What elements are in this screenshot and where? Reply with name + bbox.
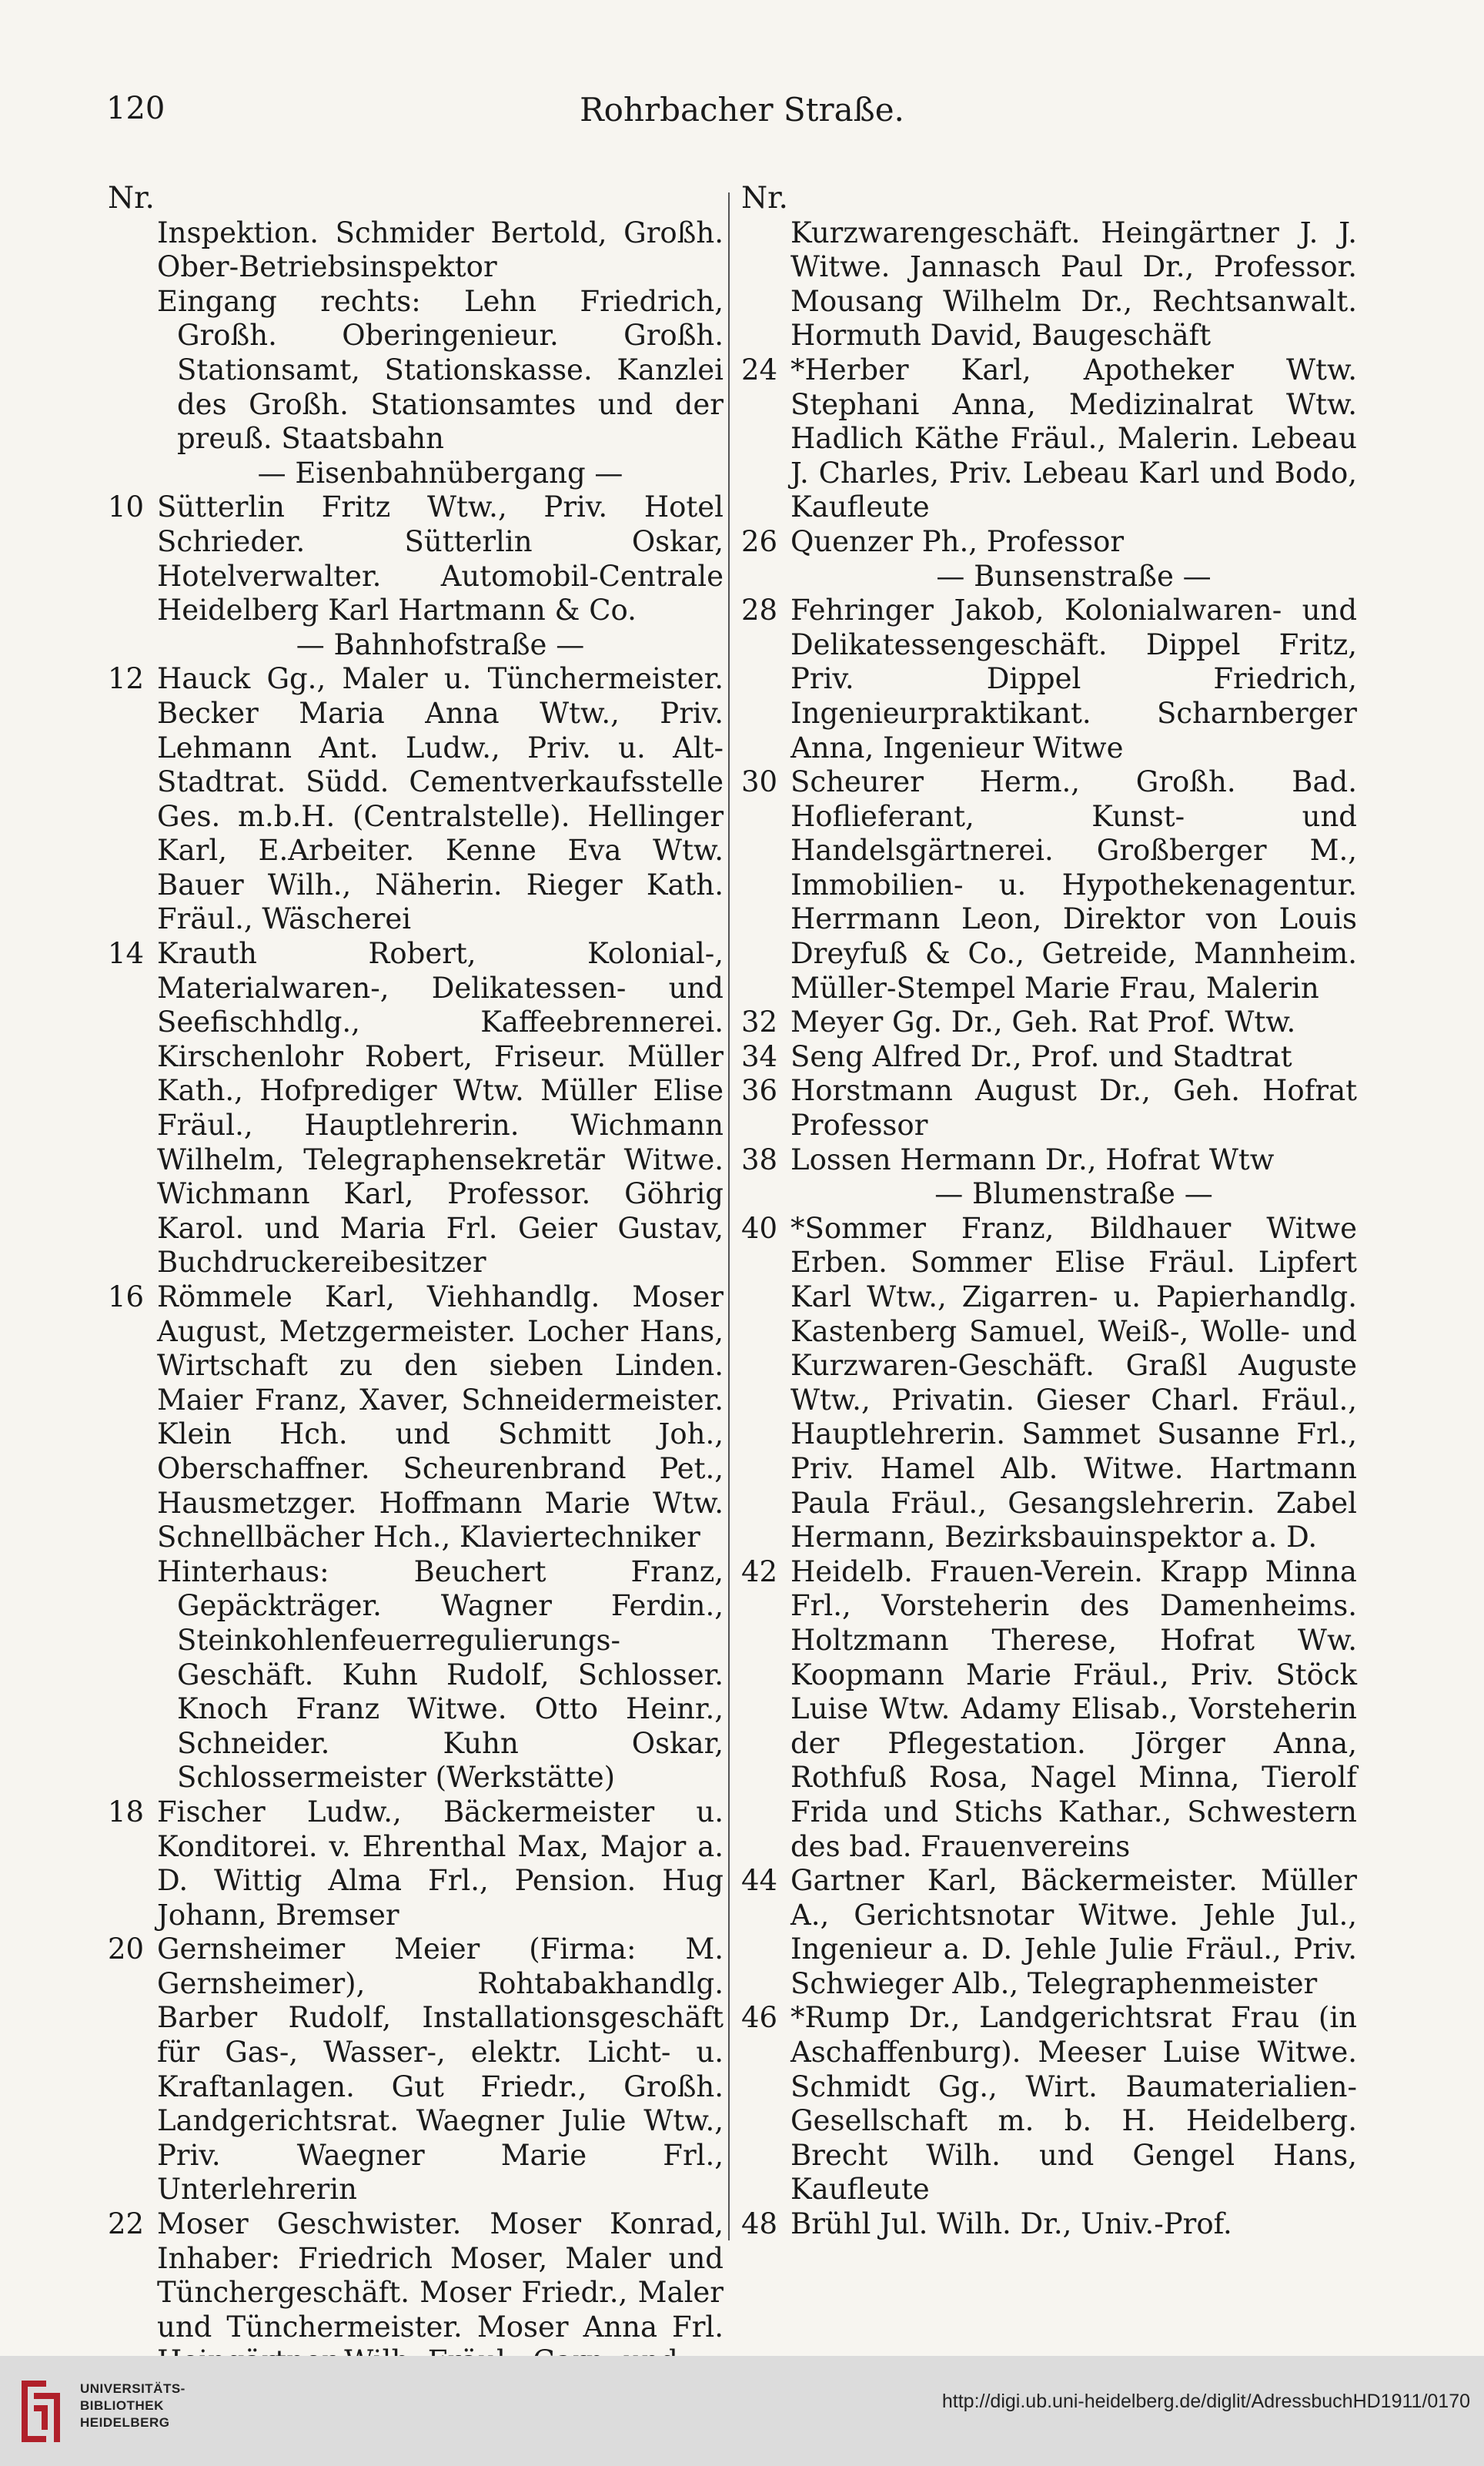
- street-separator: — Eisenbahnübergang —: [257, 456, 623, 490]
- entry-text: Römmele Karl, Viehhandlg. Moser August, Metzgermeister. Locher Hans, Wirtschaft zu den sieben Linden. Maier Franz, Xaver, Schneidermeister. Klein Hch. und Schmitt Joh., Oberschaffner. Scheurenbrand Pet., Hausmetzger. Hoffmann Marie Wtw. Schnellbächer Hch., Klaviertechniker: [157, 1280, 724, 1554]
- house-number: 24: [741, 353, 778, 386]
- entry-text: Hauck Gg., Maler u. Tünchermeister. Becker Maria Anna Wtw., Priv. Lehmann Ant. Ludw., Priv. u. Alt-Stadtrat. Südd. Cementverkaufsstelle Ges. m.b.H. (Centralstelle). Hellinger Karl, E.Arbeiter. Kenne Eva Wtw. Bauer Wilh., Näherin. Rieger Kath. Fräul., Wäscherei: [157, 662, 724, 936]
- continued-entry: Inspektion. Schmider Bertold, Großh. Ober-Betriebsinspektor: [157, 216, 724, 284]
- house-number: 10: [108, 490, 145, 524]
- entry-text: Quenzer Ph., Professor: [790, 524, 1125, 558]
- house-entry: [741, 1212, 1357, 1555]
- entry-text: Fischer Ludw., Bäckermeister u. Konditorei. v. Ehrenthal Max, Major a. D. Wittig Alma Frl., Pension. Hug Johann, Bremser: [157, 1795, 724, 1932]
- library-name[interactable]: UNIVERSITÄTS- BIBLIOTHEK HEIDELBERG: [80, 2381, 186, 2430]
- sub-entry: Hinterhaus: Beuchert Franz, Gepäckträger. Wagner Ferdin., Steinkohlenfeuerregulierungs-Geschäft. Kuhn Rudolf, Schlosser. Knoch Franz Witwe. Otto Heinr., Schneider. Kuhn Oskar, Schlossermeister (Werkstätte): [157, 1554, 724, 1795]
- house-number: 32: [741, 1005, 778, 1039]
- house-entry: [741, 1040, 1357, 1075]
- page-title: Rohrbacher Straße.: [580, 91, 904, 129]
- entry-text: *Sommer Franz, Bildhauer Witwe Erben. Sommer Elise Fräul. Lipfert Karl Wtw., Zigarren- u. Papierhandlg. Kastenberg Samuel, Weiß-, Wolle- und Kurzwaren-Geschäft. Graßl Auguste Wtw., Privatin. Gieser Charl. Fräul., Hauptlehrerin. Sammet Susanne Frl., Priv. Hamel Alb. Witwe. Hartmann Paula Fräul., Gesangslehrerin. Zabel Hermann, Bezirksbauinspektor a. D.: [790, 1211, 1357, 1554]
- continued-entry: Kurzwarengeschäft. Heingärtner J. J. Witwe. Jannasch Paul Dr., Professor. Mousang Wilhelm Dr., Rechtsanwalt. Hormuth David, Baugeschäft: [790, 216, 1357, 353]
- entry-text: Sütterlin Fritz Wtw., Priv. Hotel Schrieder. Sütterlin Oskar, Hotelverwalter. Automobil-Centrale Heidelberg Karl Hartmann & Co.: [157, 490, 724, 627]
- house-number: 28: [741, 594, 778, 627]
- house-entry: [108, 490, 724, 627]
- house-number: 44: [741, 1864, 778, 1898]
- house-number: 16: [108, 1280, 145, 1313]
- house-entry: [741, 765, 1357, 1005]
- house-entry: [741, 1005, 1357, 1040]
- entry-text: Gernsheimer Meier (Firma: M. Gernsheimer), Rohtabakhandlg. Barber Rudolf, Installationsgeschäft für Gas-, Wasser-, elektr. Licht- u. Kraftanlagen. Gut Friedr., Großh. Landgerichtsrat. Waegner Julie Wtw., Priv. Waegner Marie Frl., Unterlehrerin: [157, 1932, 724, 2207]
- entry-text: Meyer Gg. Dr., Geh. Rat Prof. Wtw.: [790, 1005, 1296, 1039]
- house-entry: [108, 2207, 724, 2379]
- house-number: 34: [741, 1039, 778, 1073]
- right-column: [741, 182, 1357, 2242]
- house-entry: [108, 937, 724, 1280]
- entry-text: Moser Geschwister. Moser Konrad, Inhaber: Friedrich Moser, Maler und Tünchergeschäft. Moser Friedr., Maler und Tünchermeister. Moser Anna Frl.: [157, 2207, 724, 2344]
- column-divider: [728, 192, 730, 2240]
- house-number: 48: [741, 2207, 778, 2241]
- left-column: [108, 182, 724, 2379]
- entry-text: Krauth Robert, Kolonial-, Materialwaren-, Delikatessen- und Seefischhdlg., Kaffeebrennerei. Kirschenlohr Robert, Friseur. Müller Kath., Hofprediger Wtw. Müller Elise Fräul., Hauptlehrerin. Wichmann Wilhelm, Telegraphensekretär Witwe. Wichmann Karl, Professor. Göhrig Karol. und Maria Frl. Geier Gustav, Buchdruckereibesitzer: [157, 937, 724, 1280]
- entry-text: Horstmann August Dr., Geh. Hofrat Professor: [790, 1074, 1357, 1143]
- house-entry: [108, 1795, 724, 1932]
- source-url[interactable]: http://digi.ub.uni-heidelberg.de/diglit/AdressbuchHD1911/0170: [941, 2391, 1470, 2412]
- entry-text: Scheurer Herm., Großh. Bad. Hoflieferant, Kunst- und Handelsgärtnerei. Großberger M., Immobilien- u. Hypothekenagentur. Herrmann Leon, Direktor von Louis Dreyfuß & Co., Getreide, Mannheim. Müller-Stempel Marie Frau, Malerin: [790, 765, 1357, 1005]
- entry-text: *Herber Karl, Apotheker Wtw. Stephani Anna, Medizinalrat Wtw. Hadlich Käthe Fräul., Malerin. Lebeau J. Charles, Priv. Lebeau Karl und Bodo, Kaufleute: [790, 353, 1357, 524]
- entry-text: Gartner Karl, Bäckermeister. Müller A., Gerichtsnotar Witwe. Jehle Jul., Ingenieur a. D. Jehle Julie Fräul., Priv. Schwieger Alb., Telegraphenmeister: [790, 1864, 1357, 2000]
- house-entry: [108, 1280, 724, 1555]
- page-number: 120: [106, 91, 165, 126]
- house-number: 36: [741, 1074, 778, 1108]
- entry-text: Seng Alfred Dr., Prof. und Stadtrat: [790, 1039, 1292, 1073]
- entry-text: Fehringer Jakob, Kolonialwaren- und Delikatessengeschäft. Dippel Fritz, Priv. Dippel Friedrich, Ingenieurpraktikant. Scharnberger Anna, Ingenieur Witwe: [790, 594, 1357, 765]
- house-number: 30: [741, 765, 778, 799]
- house-number: 40: [741, 1211, 778, 1245]
- right-nr-label: Nr.: [741, 181, 788, 216]
- house-entry: [741, 353, 1357, 525]
- house-number: 14: [108, 937, 145, 971]
- entry-text: *Rump Dr., Landgerichtsrat Frau (in Aschaffenburg). Meeser Luise Witwe. Schmidt Gg., Wirt. Baumaterialien-Gesellschaft m. b. H. Heidelberg. Brecht Wilh. und Gengel Hans, Kaufleute: [790, 2001, 1357, 2207]
- house-entry: [741, 1555, 1357, 1864]
- house-number: 22: [108, 2207, 145, 2241]
- house-entry: [741, 2207, 1357, 2242]
- ub-heidelberg-logo-icon[interactable]: [15, 2373, 69, 2450]
- sub-entry: Eingang rechts: Lehn Friedrich, Großh. Oberingenieur. Großh. Stationsamt, Stationskasse. Kanzlei des Großh. Stationsamtes und der preuß. Staatsbahn: [157, 284, 724, 456]
- house-number: 26: [741, 524, 778, 558]
- street-separator: — Bahnhofstraße —: [296, 627, 585, 661]
- entry-text: Heidelb. Frauen-Verein. Krapp Minna Frl., Vorsteherin des Damenheims. Holtzmann Therese, Hofrat Ww. Koopmann Marie Fräul., Priv. Stöck Luise Wtw. Adamy Elisab., Vorsteherin der Pflegestation. Jörger Anna, Rothfuß Rosa, Nagel Minna, Tierolf Frida und Stichs Kathar., Schwestern des bad. Frauenvereins: [790, 1554, 1357, 1863]
- house-entry: [108, 662, 724, 937]
- house-number: 18: [108, 1795, 145, 1829]
- house-entry: [741, 1143, 1357, 1178]
- house-number: 38: [741, 1143, 778, 1176]
- house-entry: [741, 1074, 1357, 1143]
- house-number: 46: [741, 2001, 778, 2035]
- house-entry: [108, 1932, 724, 2207]
- left-nr-label: Nr.: [108, 181, 155, 216]
- entry-text: Brühl Jul. Wilh. Dr., Univ.-Prof.: [790, 2207, 1232, 2241]
- right-entries: [741, 216, 1357, 2242]
- house-number: 42: [741, 1554, 778, 1588]
- house-number: 20: [108, 1932, 145, 1966]
- house-entry: [741, 525, 1357, 560]
- house-entry: [741, 594, 1357, 765]
- house-entry: [741, 1864, 1357, 2001]
- street-separator: — Blumenstraße —: [934, 1177, 1213, 1211]
- entry-text: Lossen Hermann Dr., Hofrat Wtw: [790, 1143, 1275, 1176]
- street-separator: — Bunsenstraße —: [936, 559, 1212, 593]
- house-number: 12: [108, 662, 145, 696]
- house-entry: [741, 2001, 1357, 2207]
- left-entries: [108, 216, 724, 2379]
